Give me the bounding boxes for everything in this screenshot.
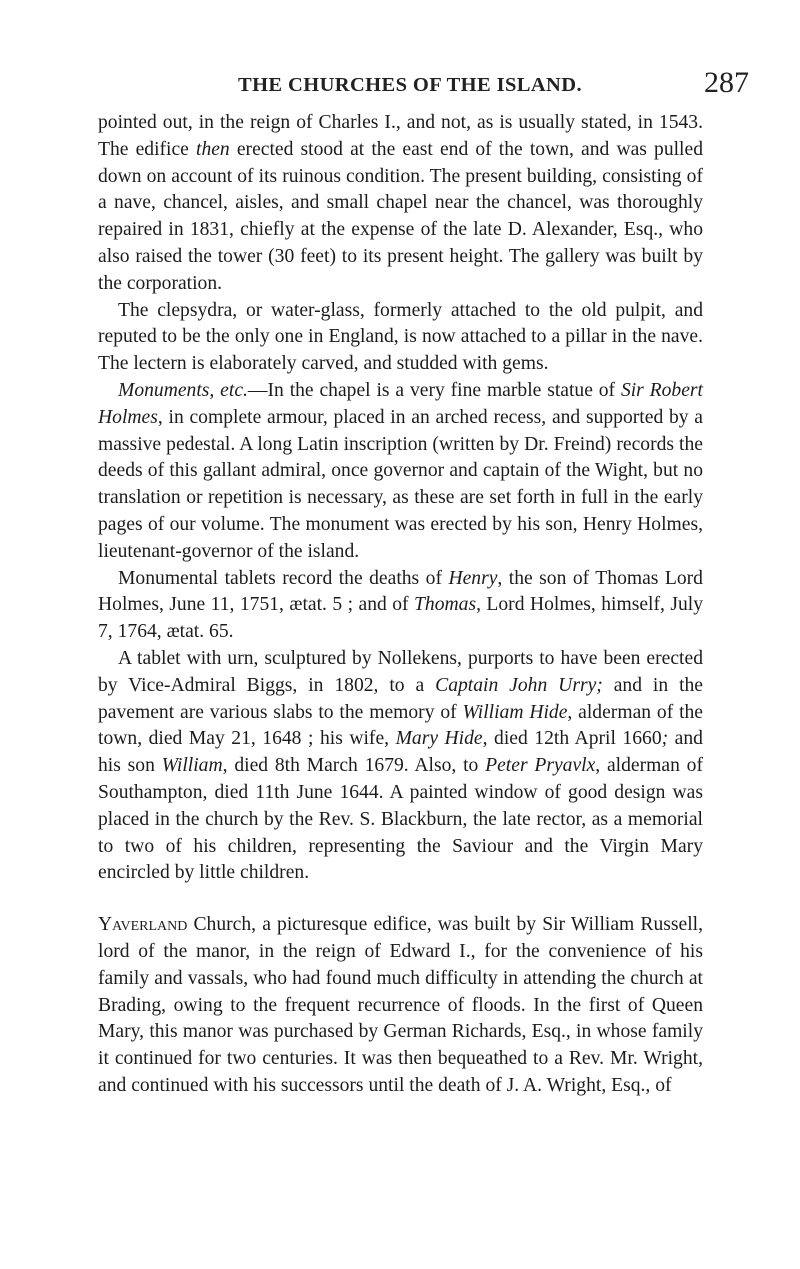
text-run: and his son <box>98 728 703 777</box>
text-run: —In the chapel is a very fine marble statue of <box>247 379 621 401</box>
text-run: erected stood at the east end of the town, and was pulled down on account of its ruinous condition. The present building, consisting of a nave, chancel, aisles, and small chapel near the chancel, was thoroughly repaired in 1831, chiefly at the expense of the late D. Alexander, Esq., who also raised the tower (30 feet) to its present height. The gallery was built by the corporation. <box>98 138 703 294</box>
page-body <box>98 110 703 1100</box>
small-caps-heading: Yaverland <box>98 914 188 936</box>
italic-name: Sir Robert Holmes <box>98 379 703 428</box>
running-title: THE CHURCHES OF THE ISLAND. <box>238 74 582 96</box>
italic-name: Henry <box>448 567 498 589</box>
italic-name: Mary Hide <box>395 728 483 750</box>
italic-name: William <box>161 755 223 777</box>
text-run: , the son of Thomas Lord Holmes, June 11, 1751, ætat. 5 ; and of <box>98 567 703 616</box>
text-run: , alderman of the town, died May 21, 1648 ; his wife, <box>98 701 704 750</box>
paragraph-2: The clepsydra, or water-glass, formerly attached to the old pulpit, and reputed to be the only one in England, is now attached to a pillar in the nave. The lectern is elaborately carved, and studded with gems. <box>98 299 703 375</box>
paragraph-3 <box>98 378 703 566</box>
paragraph-6 <box>98 912 703 1100</box>
text-run: , died 8th March 1679. Also, to <box>222 755 486 777</box>
italic-name: Thomas <box>414 594 477 616</box>
text-run: , died 12th April 1660 <box>482 728 662 750</box>
italic-name: Peter Pryavlx <box>485 755 596 777</box>
text-run: Monumental tablets record the deaths of <box>118 567 449 589</box>
section-heading: Monuments, etc. <box>118 379 248 401</box>
italic-name: William Hide <box>462 701 568 723</box>
italic-text: then <box>196 138 230 160</box>
text-run: A tablet with urn, sculptured by Nollekens, purports to have been erected by Vice-Admiral Biggs, in 1802, to a <box>98 647 703 696</box>
paragraph-1 <box>98 110 703 298</box>
italic-punct: ; <box>661 728 669 750</box>
page-number: 287 <box>704 66 749 99</box>
text-run: , Lord Holmes, himself, July 7, 1764, ætat. 65. <box>98 594 704 643</box>
text-run: , alderman of Southampton, died 11th June 1644. A painted window of good design was placed in the church by the Rev. S. Blackburn, the late rector, as a memorial to two of his children, representing the Saviour and the Virgin Mary encircled by little children. <box>98 755 703 884</box>
paragraph-5 <box>98 646 703 887</box>
text-run: and in the pavement are various slabs to the memory of <box>98 674 704 723</box>
text-run: , in complete armour, placed in an arched recess, and supported by a massive pedestal. A long Latin inscription (written by Dr. Freind) records the deeds of this gallant admiral, once governor and captain of the Wight, but no translation or repetition is necessary, as these are set forth in full in the early pages of our volume. The monument was erected by his son, Henry Holmes, lieutenant-governor of the island. <box>98 406 703 562</box>
paragraph-4 <box>98 566 703 646</box>
text-run: Church, a picturesque edifice, was built by Sir William Russell, lord of the manor, in the reign of Edward I., for the convenience of his family and vassals, who had found much difficulty in attending the church at Brading, owing to the frequent recurrence of floods. In the first of Queen Mary, this manor was purchased by German Richards, Esq., in whose family it continued for two centuries. It was then bequeathed to a Rev. Mr. Wright, and continued with his successors until the death of J. A. Wright, Esq., of <box>98 914 703 1096</box>
text-run: pointed out, in the reign of Charles I., and not, as is usually stated, in 1543. The edifice <box>98 112 703 160</box>
italic-name: Captain John Urry <box>435 674 597 696</box>
italic-punct: ; <box>596 674 603 696</box>
